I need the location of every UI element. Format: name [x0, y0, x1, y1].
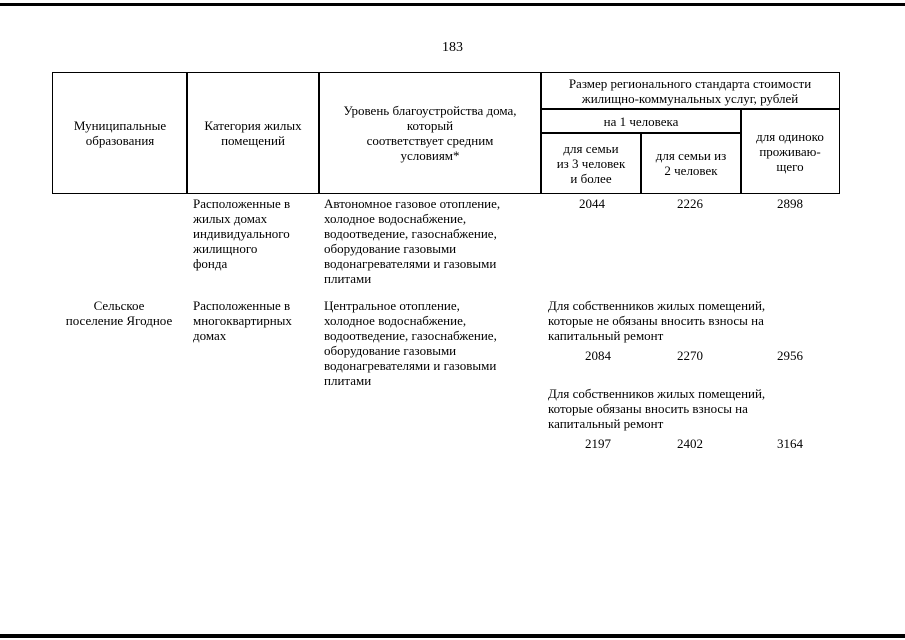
row2-note-a-line: Для собственников жилых помещений,: [548, 298, 766, 313]
header-category-line: Категория жилых: [204, 118, 302, 133]
row2-a-value-family3: 2084: [585, 348, 611, 363]
row2-category-line: Расположенные в: [193, 298, 291, 313]
row2-note-b-line: которые обязаны вносить взносы на: [548, 401, 748, 416]
header-single-line: для одиноко: [756, 128, 824, 144]
row1-level-line: Автономное газовое отопление,: [324, 196, 501, 211]
header-family-3-line: для семьи: [563, 140, 619, 156]
page-number: 183: [442, 40, 463, 55]
header-family-2-line: для семьи из: [655, 148, 727, 163]
row2-level: [324, 298, 497, 388]
row2-note-a-line: капитальный ремонт: [548, 328, 664, 343]
header-family-3: [540, 132, 642, 194]
row1-level-line: оборудование газовыми: [324, 241, 457, 256]
row2-level-line: оборудование газовыми: [324, 343, 457, 358]
row1-category-line: фонда: [193, 256, 228, 271]
header-single-line: щего: [776, 158, 804, 174]
row1-value-single: 2898: [777, 196, 803, 211]
row2-level-line: холодное водоснабжение,: [324, 313, 467, 328]
header-category: [186, 72, 320, 194]
header-per-person-label: на 1 человека: [603, 113, 679, 129]
row2-category-line: многоквартирных: [193, 313, 292, 328]
row2-b-value-family3: 2197: [585, 436, 611, 451]
row1-level-line: холодное водоснабжение,: [324, 211, 467, 226]
row2-b-value-single: 3164: [777, 436, 803, 451]
header-level-line: соответствует средним: [366, 133, 494, 148]
row2-a-value-single: 2956: [777, 348, 803, 363]
header-level-line: условиям*: [400, 148, 460, 163]
header-standard-size-line: Размер регионального стандарта стоимости: [568, 76, 812, 91]
header-level-line: который: [406, 118, 454, 133]
row2-note-a: [548, 298, 765, 343]
header-level: [318, 72, 542, 194]
row2-note-b: [548, 386, 765, 431]
header-single: [740, 108, 840, 194]
header-standard-size: [540, 72, 840, 110]
bottom-rule: [0, 634, 905, 638]
header-family-2-line: 2 человек: [664, 163, 718, 178]
row1-value-family3: 2044: [579, 196, 605, 211]
row1-category-line: жилищного: [193, 241, 258, 256]
header-per-person: [540, 108, 742, 134]
row2-b-value-family2: 2402: [677, 436, 703, 451]
row1-value-family2: 2226: [677, 196, 703, 211]
row1-category: [193, 196, 290, 271]
row2-municipality: [52, 298, 186, 328]
header-single-line: проживаю-: [759, 143, 821, 159]
row2-level-line: водонагревателями и газовыми: [324, 358, 497, 373]
row1-level-line: плитами: [324, 271, 372, 286]
row1-level: [324, 196, 500, 286]
header-category-line: помещений: [221, 133, 285, 148]
header-municipality-line: Муниципальные: [73, 118, 167, 133]
row2-category-line: домах: [193, 328, 227, 343]
row1-category-line: Расположенные в: [193, 196, 291, 211]
header-level-line: Уровень благоустройства дома,: [343, 103, 517, 118]
row2-level-line: Центральное отопление,: [324, 298, 460, 313]
row1-level-line: водоотведение, газоснабжение,: [324, 226, 497, 241]
header-family-2: [640, 132, 742, 194]
row1-category-line: жилых домах: [193, 211, 268, 226]
header-family-3-line: и более: [570, 170, 612, 186]
row2-municipality-line: Сельское: [93, 298, 145, 313]
row2-note-a-line: которые не обязаны вносить взносы на: [548, 313, 764, 328]
top-rule: [0, 3, 905, 6]
row2-note-b-line: Для собственников жилых помещений,: [548, 386, 766, 401]
header-standard-size-line: жилищно-коммунальных услуг, рублей: [581, 91, 799, 106]
header-municipality-line: образования: [85, 133, 155, 148]
row2-level-line: плитами: [324, 373, 372, 388]
header-family-3-line: из 3 человек: [556, 155, 626, 171]
row2-category: [193, 298, 292, 343]
header-municipality: [52, 72, 188, 194]
row1-category-line: индивидуального: [193, 226, 290, 241]
row1-level-line: водонагревателями и газовыми: [324, 256, 497, 271]
row2-level-line: водоотведение, газоснабжение,: [324, 328, 497, 343]
row2-municipality-line: поселение Ягодное: [65, 313, 173, 328]
row2-a-value-family2: 2270: [677, 348, 703, 363]
row2-note-b-line: капитальный ремонт: [548, 416, 664, 431]
